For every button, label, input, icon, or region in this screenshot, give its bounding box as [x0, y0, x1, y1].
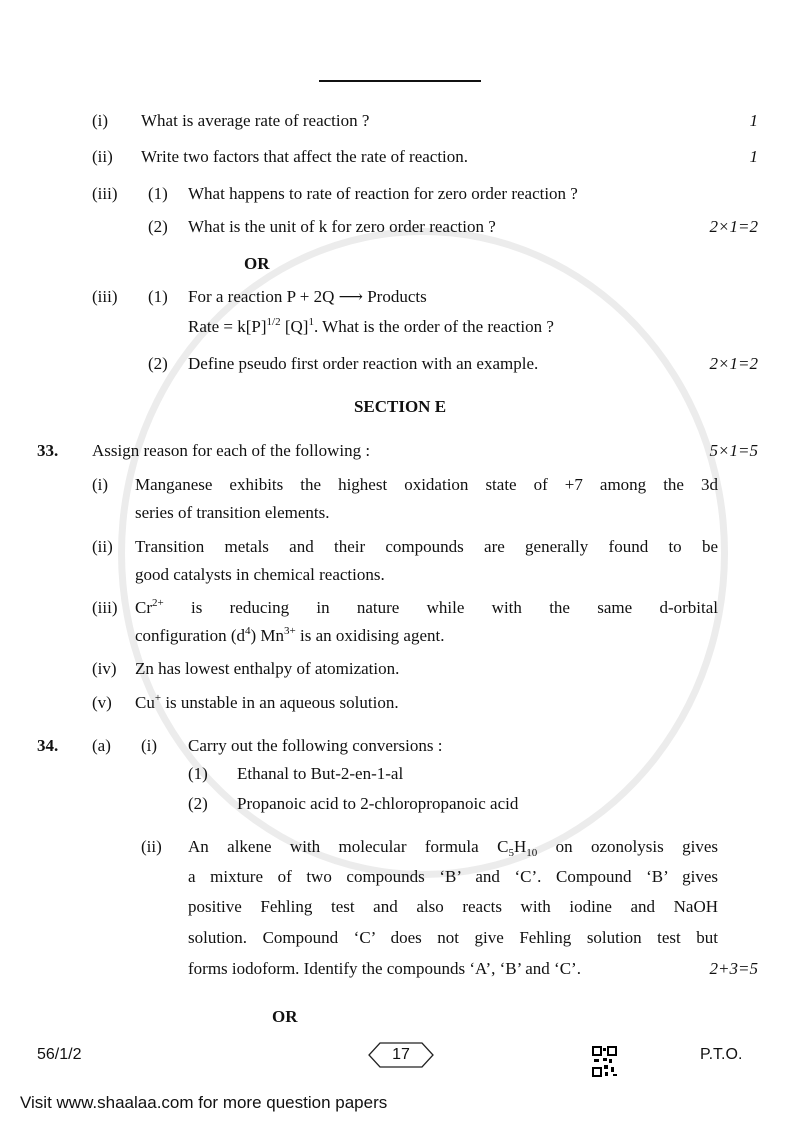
paper-code: 56/1/2: [37, 1046, 82, 1063]
q33-v-label: (v): [92, 693, 112, 712]
q33-iv-text: Zn has lowest enthalpy of atomization.: [135, 659, 400, 678]
q32-iii-2-text: What is the unit of k for zero order reaction ?: [188, 217, 496, 236]
q32-ii-marks: 1: [749, 147, 758, 166]
q33-ii-label: (ii): [92, 537, 113, 556]
please-turn-over: P.T.O.: [700, 1046, 743, 1063]
q34-conv-1-label: (1): [188, 764, 208, 783]
q34-conv-1-text: Ethanal to But-2-en-1-al: [237, 764, 404, 783]
q34-number: 34.: [37, 736, 59, 755]
q33-i-line2: series of transition elements.: [135, 503, 330, 522]
q32-iii-marks: 2×1=2: [709, 217, 758, 236]
q32-iii-alt-marks: 2×1=2: [709, 354, 758, 373]
q32-ii-text: Write two factors that affect the rate of reaction.: [141, 147, 469, 166]
q32-ii-label: (ii): [92, 147, 113, 166]
q32-iii-1-label: (1): [148, 184, 168, 203]
q33-iii-line2: configuration $(d^4)$ $Mn^{3+}$ is an oxidising agent.: [135, 625, 445, 645]
q33-iii-line1: $Cr^{2+}$ is reducing in nature while with the same d-orbital: [135, 597, 718, 617]
q33-v-text: Cu+ is unstable in an aqueous solution.: [135, 692, 399, 712]
q34-or-label: OR: [272, 1007, 298, 1026]
q32-i-label: (i): [92, 111, 109, 130]
q32-iii-alt-1-line2: Rate = $k[P]^{1/2}$ $[Q]^1$. What is the order of the reaction ?: [188, 316, 554, 336]
or-label: OR: [244, 254, 270, 273]
q33-text: Assign reason for each of the following :: [92, 441, 371, 460]
q34-ii-line4: solution. Compound ‘C’ does not give Fehling solution test but: [188, 928, 718, 947]
q34-ii-label: (ii): [141, 837, 162, 856]
page-number: 17: [392, 1046, 410, 1063]
q32-iii-alt-1-label: (1): [148, 287, 168, 306]
q32-iii-alt-2-label: (2): [148, 354, 168, 373]
top-rule: [319, 80, 481, 82]
q34-ii-line3: positive Fehling test and also reacts with iodine and NaOH: [188, 897, 718, 916]
q33-ii-line1: Transition metals and their compounds are generally found to be: [135, 537, 718, 556]
q32-iii-alt-label: (iii): [92, 287, 118, 306]
q32-iii-2-label: (2): [148, 217, 168, 236]
q34-marks: 2+3=5: [709, 959, 758, 978]
q33-i-line1: Manganese exhibits the highest oxidation state of +7 among the 3d: [135, 475, 718, 494]
page-number-badge: [368, 1042, 434, 1068]
q34-ii-line1: An alkene with molecular formula $C_5H_{10}$ on ozonolysis gives: [188, 837, 718, 859]
q34-i-label: (i): [141, 736, 158, 755]
q32-i-text: What is average rate of reaction ?: [141, 111, 370, 130]
q32-iii-1-text: What happens to rate of reaction for zero order reaction ?: [188, 184, 578, 203]
q34-ii-line5: forms iodoform. Identify the compounds ‘A’, ‘B’ and ‘C’.: [188, 959, 581, 978]
q33-number: 33.: [37, 441, 59, 460]
q32-i-marks: 1: [749, 111, 758, 130]
section-e-heading: SECTION E: [353, 397, 447, 416]
q33-ii-line2: good catalysts in chemical reactions.: [135, 565, 385, 584]
q34-conv-2-label: (2): [188, 794, 208, 813]
q34-conv-2-text: Propanoic acid to 2-chloropropanoic acid: [237, 794, 519, 813]
q33-iv-label: (iv): [92, 659, 117, 678]
q32-iii-alt-1-line1: For a reaction P + 2Q ⟶ Products: [188, 287, 427, 306]
q34-i-text: Carry out the following conversions :: [188, 736, 443, 755]
q34-ii-line2: a mixture of two compounds ‘B’ and ‘C’. Compound ‘B’ gives: [188, 867, 718, 886]
q33-marks: 5×1=5: [709, 441, 758, 460]
q32-iii-alt-2-text: Define pseudo first order reaction with an example.: [188, 354, 539, 373]
q33-i-label: (i): [92, 475, 109, 494]
q33-iii-label: (iii): [92, 598, 118, 617]
q32-iii-label: (iii): [92, 184, 118, 203]
qr-code-icon: [592, 1046, 618, 1078]
q34-a-label: (a): [92, 736, 111, 755]
shaalaa-link-text: Visit www.shaalaa.com for more question papers: [20, 1093, 388, 1112]
